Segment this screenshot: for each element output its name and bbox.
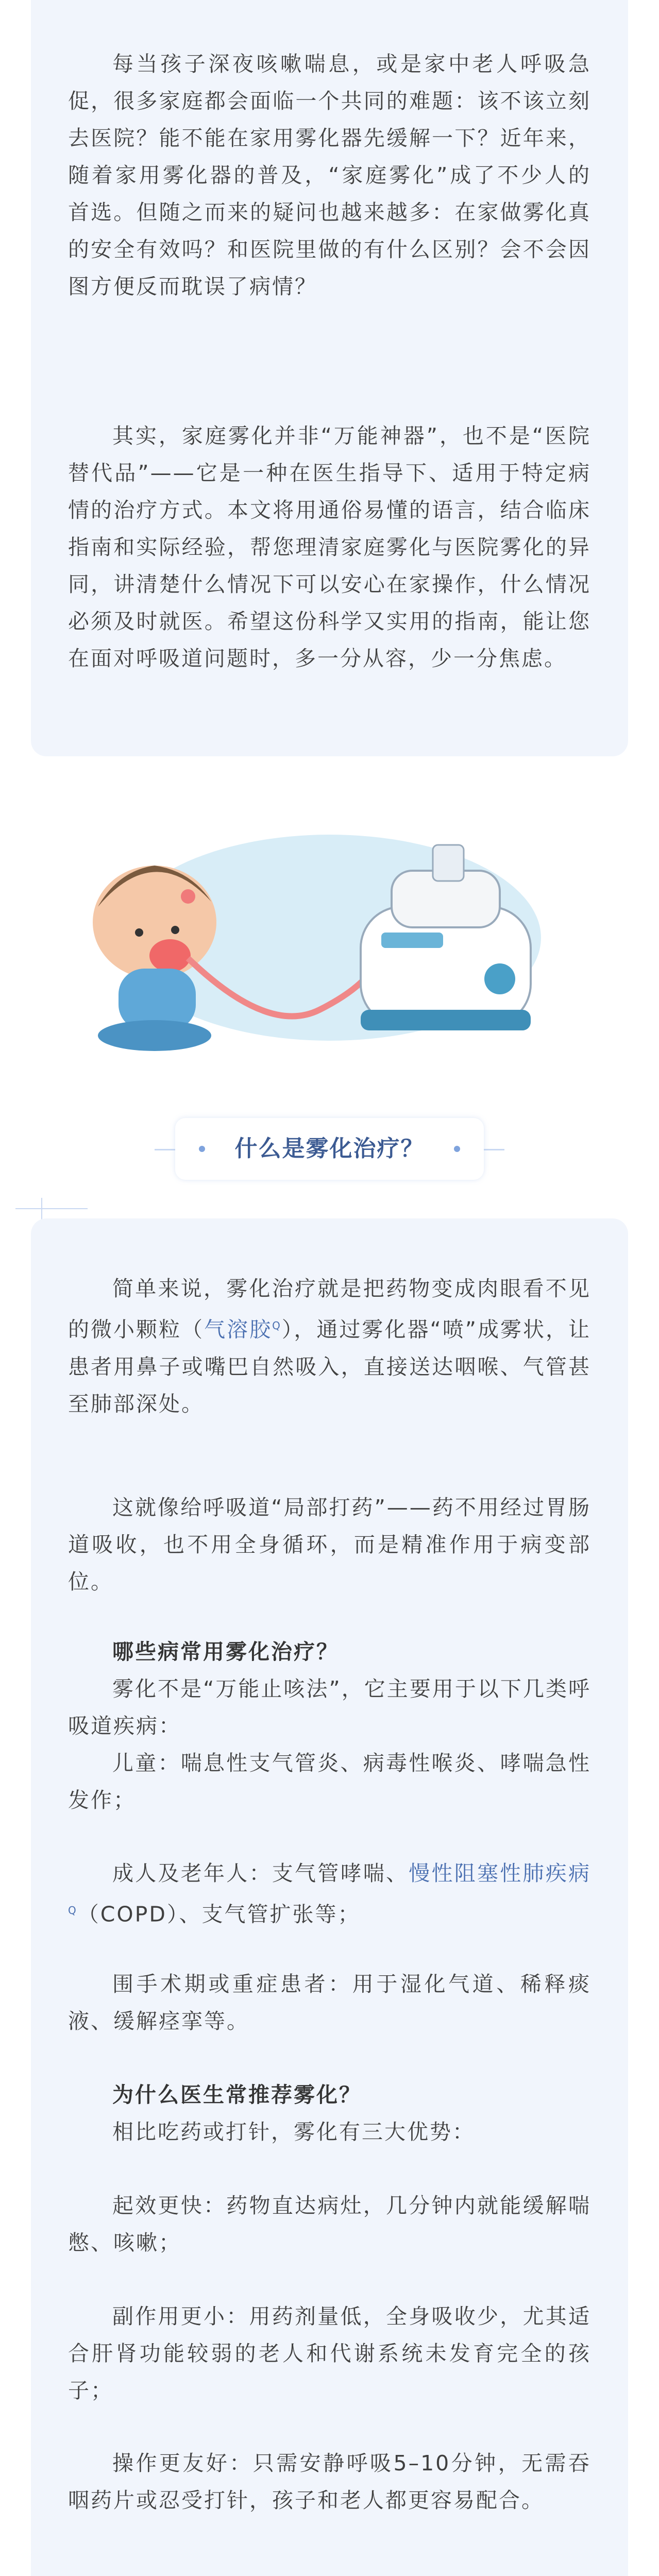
body-paragraph-4: 儿童：喘息性支气管炎、病毒性喉炎、哮喘急性发作； bbox=[68, 1751, 591, 1812]
main-content-card bbox=[31, 1218, 628, 2576]
intro-paragraph-1: 每当孩子深夜咳嗽喘息，或是家中老人呼吸急促，很多家庭都会面临一个共同的难题：该不该立刻去医院？能不能在家用雾化器先缓解一下？近年来，随着家用雾化器的普及，“家庭雾化”成了不少人的首选。但随之而来的疑问也越来越多：在家做雾化真的安全有效吗？和医院里做的有什么区别？会不会因图方便反而耽误了病情？ bbox=[68, 52, 591, 299]
intro-card bbox=[31, 0, 628, 756]
heading-diseases: 哪些病常用雾化治疗？ bbox=[112, 1639, 339, 1664]
aerosol-link[interactable]: 气溶胶 bbox=[204, 1317, 273, 1342]
body-paragraph-5: 成人及老年人：支气管哮喘、慢性阻塞性肺疾病$^Q$（COPD）、支气管扩张等； bbox=[68, 1861, 591, 1927]
heading-why: 为什么医生常推荐雾化？ bbox=[112, 2082, 362, 2107]
body-paragraph-1: 简单来说，雾化治疗就是把药物变成肉眼看不见的微小颗粒（气溶胶$^Q$），通过雾化器“喷”成雾状，让患者用鼻子或嘴巴自然吸入，直接送达咽喉、气管甚至肺部深处。 bbox=[68, 1276, 592, 1416]
body-paragraph-7: 相比吃药或打针，雾化有三大优势： bbox=[112, 2120, 475, 2144]
section-title: 什么是雾化治疗？ bbox=[234, 1136, 425, 1162]
body-paragraph-10: 操作更友好：只需安静呼吸5–10分钟，无需吞咽药片或忍受打针，孩子和老人都更容易配合。 bbox=[68, 2451, 591, 2513]
section-title-wrap bbox=[155, 1108, 504, 1190]
body-paragraph-8: 起效更快：药物直达病灶，几分钟内就能缓解喘憋、咳嗽； bbox=[68, 2193, 591, 2255]
body-paragraph-9: 副作用更小：用药剂量低，全身吸收少，尤其适合肝肾功能较弱的老人和代谢系统未发育完全的孩子； bbox=[68, 2304, 591, 2403]
copd-link[interactable]: 慢性阻塞性肺疾病 bbox=[409, 1861, 591, 1886]
body-paragraph-6: 围手术期或重症患者：用于湿化气道、稀释痰液、缓解痉挛等。 bbox=[68, 1972, 591, 2033]
baby-nebulizer-illustration bbox=[0, 768, 659, 1087]
body-paragraph-3: 雾化不是“万能止咳法”，它主要用于以下几类呼吸道疾病： bbox=[68, 1676, 591, 1738]
search-icon[interactable]: Q bbox=[68, 1904, 78, 1917]
section-title-box bbox=[175, 1118, 484, 1180]
intro-paragraph-2: 其实，家庭雾化并非“万能神器”，也不是“医院替代品”——它是一种在医生指导下、适用于特定病情的治疗方式。本文将用通俗易懂的语言，结合临床指南和实际经验，帮您理清家庭雾化与医院雾化的异同，讲清楚什么情况下可以安心在家操作，什么情况必须及时就医。希望这份科学又实用的指南，能让您在面对呼吸道问题时，多一分从容，少一分焦虑。 bbox=[68, 423, 591, 671]
search-icon[interactable]: Q bbox=[272, 1319, 282, 1332]
body-paragraph-2: 这就像给呼吸道“局部打药”——药不用经过胃肠道吸收，也不用全身循环，而是精准作用于病变部位。 bbox=[68, 1495, 591, 1594]
